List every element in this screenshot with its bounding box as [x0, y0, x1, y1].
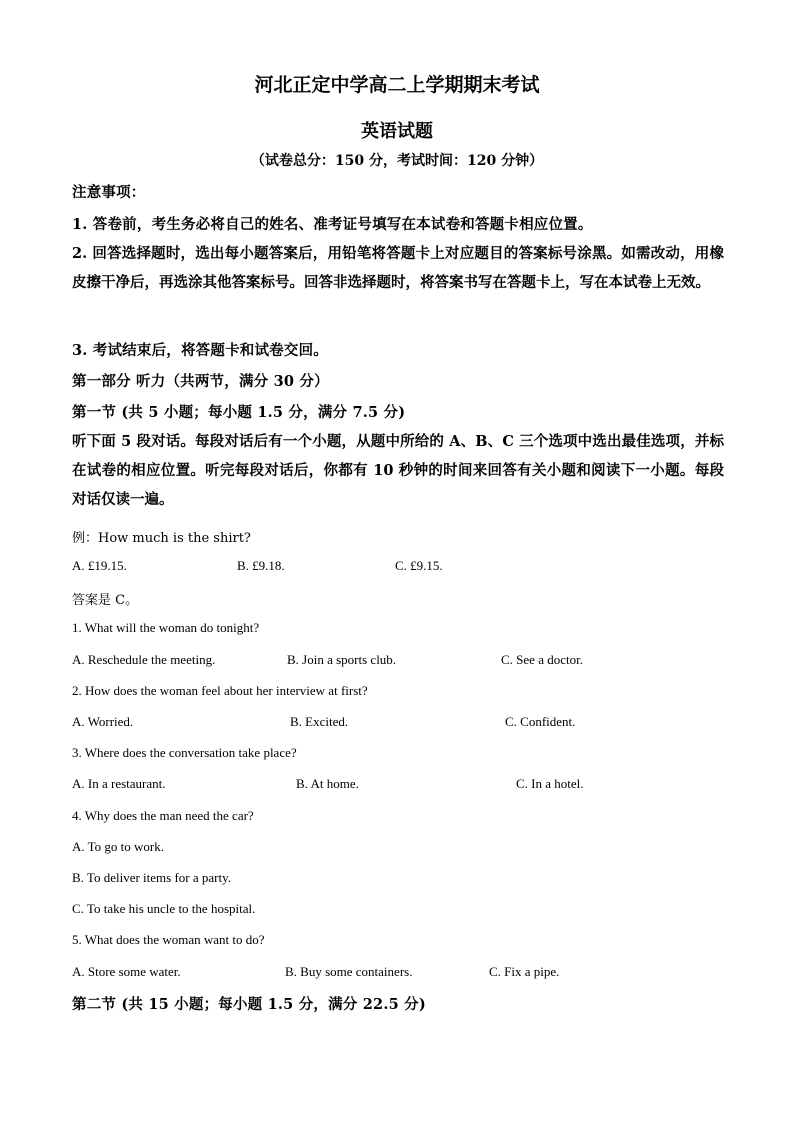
q4-option-b: B. To deliver items for a party. [72, 870, 232, 885]
q2-option-a: A. Worried. [72, 714, 134, 729]
example-answer: 答案是 C。 [72, 593, 139, 608]
q3-option-c: C. In a hotel. [516, 776, 584, 791]
section2-heading: 第二节 (共 15 小题；每小题 1.5 分，满分 22.5 分) [72, 996, 426, 1013]
notice-heading: 注意事项： [72, 184, 146, 201]
question-2: 2. How does the woman feel about her interview at first? [72, 683, 368, 698]
example-option-a: A. £19.15. [72, 558, 127, 573]
question-1: 1. What will the woman do tonight? [72, 620, 260, 635]
q5-option-c: C. Fix a pipe. [489, 964, 560, 979]
notice-item-1: 1. 答卷前，考生务必将自己的姓名、准考证号填写在本试卷和答题卡相应位置。 [72, 216, 593, 233]
example-option-c: C. £9.15. [395, 558, 443, 573]
q5-option-b: B. Buy some containers. [285, 964, 413, 979]
q1-option-b: B. Join a sports club. [287, 652, 397, 667]
question-3: 3. Where does the conversation take place? [72, 745, 297, 760]
notice-item-2: 2. 回答选择题时，选出每小题答案后，用铅笔将答题卡上对应题目的答案标号涂黑。如需改动，用橡皮擦干净后，再选涂其他答案标号。回答非选择题时，将答案书写在答题卡上，写在本试卷上无效。 [72, 245, 724, 291]
exam-subtitle: 英语试题 [361, 121, 433, 142]
exam-title: 河北正定中学高二上学期期末考试 [254, 74, 540, 96]
q5-option-a: A. Store some water. [72, 964, 181, 979]
q1-option-a: A. Reschedule the meeting. [72, 652, 216, 667]
q4-option-c: C. To take his uncle to the hospital. [72, 901, 256, 916]
q4-option-a: A. To go to work. [72, 839, 165, 854]
q3-option-a: A. In a restaurant. [72, 776, 166, 791]
example-option-b: B. £9.18. [237, 558, 285, 573]
notice-item-3: 3. 考试结束后，将答题卡和试卷交回。 [72, 342, 328, 359]
section1-instructions: 听下面 5 段对话。每段对话后有一个小题，从题中所给的 A、B、C 三个选项中选出最佳选项，并标在试卷的相应位置。听完每段对话后，你都有 10 秒钟的时间来回答有关小题和阅读下一小题。每段对话仅读一遍。 [72, 433, 724, 508]
part1-heading: 第一部分 听力（共两节，满分 30 分） [72, 373, 329, 390]
q2-option-b: B. Excited. [290, 714, 349, 729]
section1-heading: 第一节 (共 5 小题；每小题 1.5 分，满分 7.5 分) [72, 404, 406, 421]
q2-option-c: C. Confident. [505, 714, 576, 729]
q3-option-b: B. At home. [296, 776, 359, 791]
example-question: 例：How much is the shirt? [72, 531, 251, 546]
question-4: 4. Why does the man need the car? [72, 808, 254, 823]
q1-option-c: C. See a doctor. [501, 652, 583, 667]
exam-info: （试卷总分：150 分，考试时间：120 分钟） [250, 153, 544, 169]
question-5: 5. What does the woman want to do? [72, 932, 265, 947]
